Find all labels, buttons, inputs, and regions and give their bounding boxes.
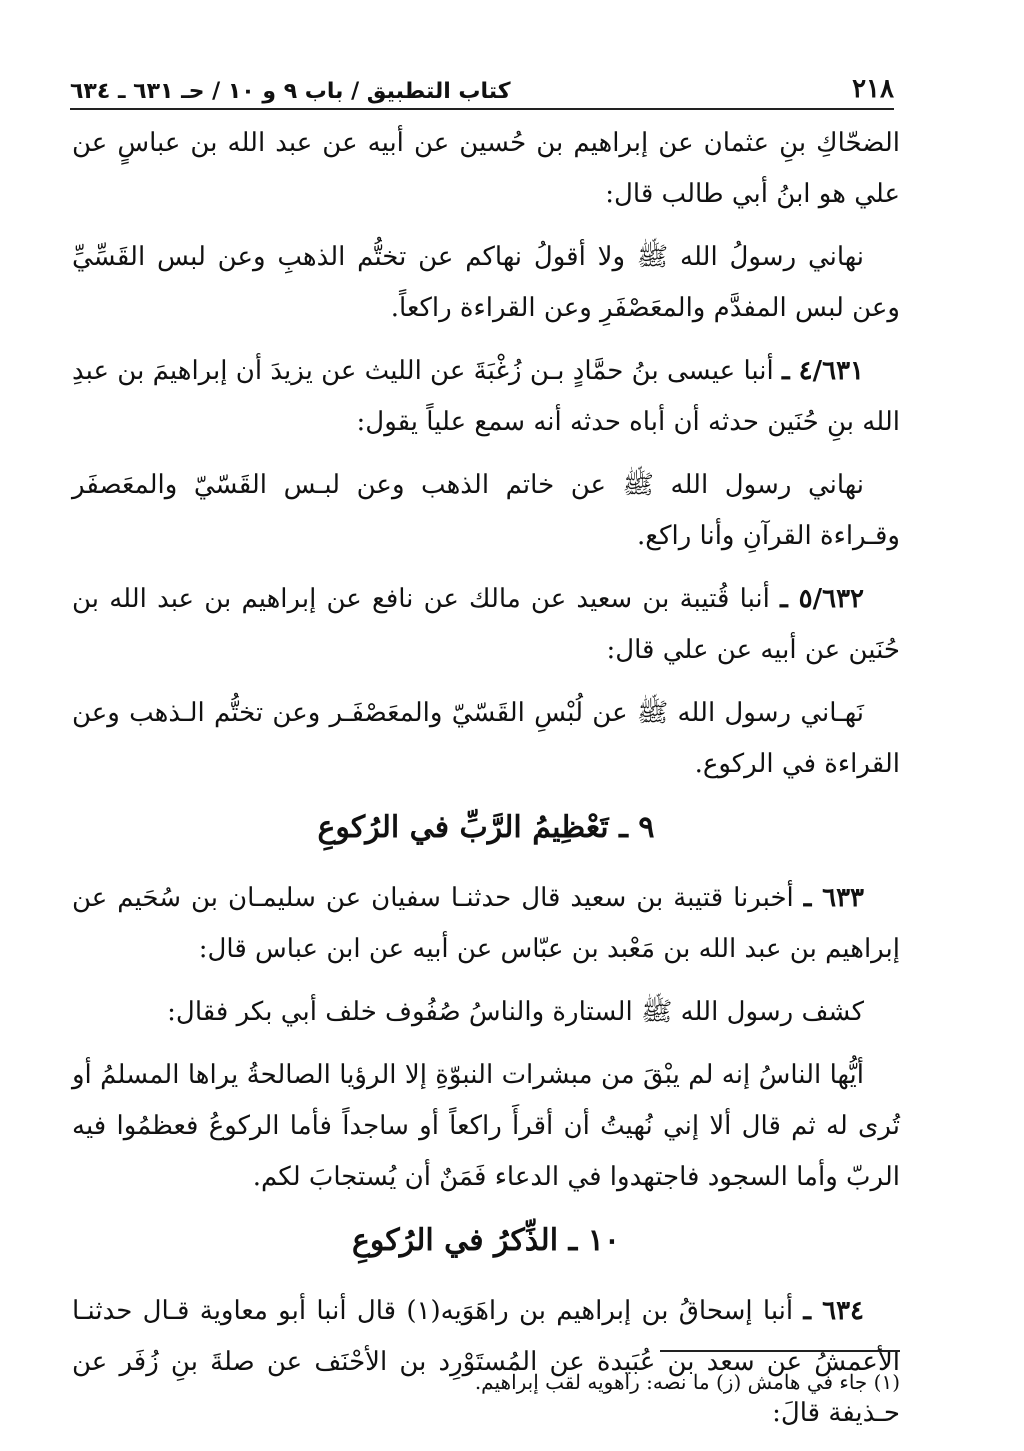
paragraph-text: نهاني رسول الله ﷺ عن خاتم الذهب وعن لبـس القَسّيّ والمعَصفَر وقـراءة القرآنِ وأنا راكع.: [72, 470, 900, 551]
hadith-number: ٦٣٤ ـ: [803, 1296, 865, 1326]
paragraph-text: أنبا قُتيبة بن سعيد عن مالك عن نافع عن إبراهيم بن عبد الله بن حُنَين عن أبيه عن علي قال:: [72, 584, 900, 665]
paragraph: [72, 1050, 900, 1203]
section-title-text: ١٠ ـ الذِّكرُ في الرُكوعِ: [352, 1223, 620, 1258]
hadith-paragraph: [72, 346, 900, 448]
page-header: [70, 64, 894, 110]
section-title-9: [72, 802, 900, 853]
footnote-text: (١) جاء في هامش (ز) ما نصه: راهويه لقب إبراهيم.: [474, 1370, 900, 1394]
paragraph-text: الضحّاكِ بنِ عثمان عن إبراهيم بن حُسين عن أبيه عن عبد الله بن عباسٍ عن علي هو ابنُ أبي طالب قال:: [72, 128, 900, 209]
hadith-paragraph: [72, 574, 900, 676]
hadith-paragraph: [72, 1286, 900, 1439]
section-title-10: [72, 1215, 900, 1266]
footnote: [72, 1368, 900, 1396]
hadith-paragraph: [72, 873, 900, 975]
hadith-number: ٤/٦٣١ ـ: [781, 356, 865, 386]
page-number: ٢١٨: [852, 74, 894, 104]
hadith-number: ٦٣٣ ـ: [803, 883, 865, 913]
paragraph: [72, 688, 900, 790]
paragraph: [72, 118, 900, 220]
paragraph-text: أيُّها الناسُ إنه لم يبْقَ من مبشرات النبوّةِ إلا الرؤيا الصالحةُ يراها المسلمُ أو تُرى له ثم قال ألا إني نُهيتُ أن أقرأَ راكعاً أو ساجداً فأما الركوعُ فعظمُوا فيه الربّ وأما السجود فاجتهدوا في الدعاء فَمَنٌ أن يُستجابَ لكم.: [72, 1060, 900, 1192]
paragraph: [72, 232, 900, 334]
paragraph: [72, 460, 900, 562]
running-head: كتاب التطبيق / باب ٩ و ١٠ / حـ ٦٣١ ـ ٦٣٤: [70, 79, 511, 104]
section-title-text: ٩ ـ تَعْظِيمُ الرَّبِّ في الرُكوعِ: [317, 810, 655, 845]
paragraph-text: أنبا إسحاقُ بن إبراهيم بن راهَوَيه(١) قال أنبا أبو معاوية قـال حدثنـا الأعمشُ عن سعد بن عُبَيدة عن المُستَوْرِد بن الأحْنَف عن صلةَ بنِ زُفَر عن حـذيفة قالَ:: [72, 1296, 901, 1428]
paragraph-text: نَهـاني رسول الله ﷺ عن لُبْسِ القَسّيّ والمعَصْفَـر وعن تختُّم الـذهب وعن القراءة في الركوع.: [72, 698, 900, 779]
paragraph-text: نهاني رسولُ الله ﷺ ولا أقولُ نهاكم عن تختُّم الذهبِ وعن لبس القَسِّيِّ وعن لبس المفدَّم والمعَصْفَرِ وعن القراءة راكعاً.: [72, 242, 900, 323]
footnote-divider: [660, 1350, 900, 1352]
body-text: [72, 118, 900, 1451]
paragraph: [72, 987, 900, 1038]
paragraph-text: أنبا عيسى بنُ حمَّادٍ بـن زُغْبَةَ عن الليث عن يزيدَ أن إبراهيمَ بن عبدِ الله بنِ حُنَين حدثه أن أباه حدثه أنه سمع علياً يقول:: [72, 356, 900, 437]
paragraph-text: أخبرنا قتيبة بن سعيد قال حدثنـا سفيان عن سليمـان بن سُحَيم عن إبراهيم بن عبد الله بن مَعْبد بن عبّاس عن أبيه عن ابن عباس قال:: [72, 883, 900, 964]
paragraph-text: كشف رسول الله ﷺ الستارة والناسُ صُفُوف خلف أبي بكر فقال:: [167, 997, 864, 1027]
hadith-number: ٥/٦٣٢ ـ: [780, 584, 865, 614]
